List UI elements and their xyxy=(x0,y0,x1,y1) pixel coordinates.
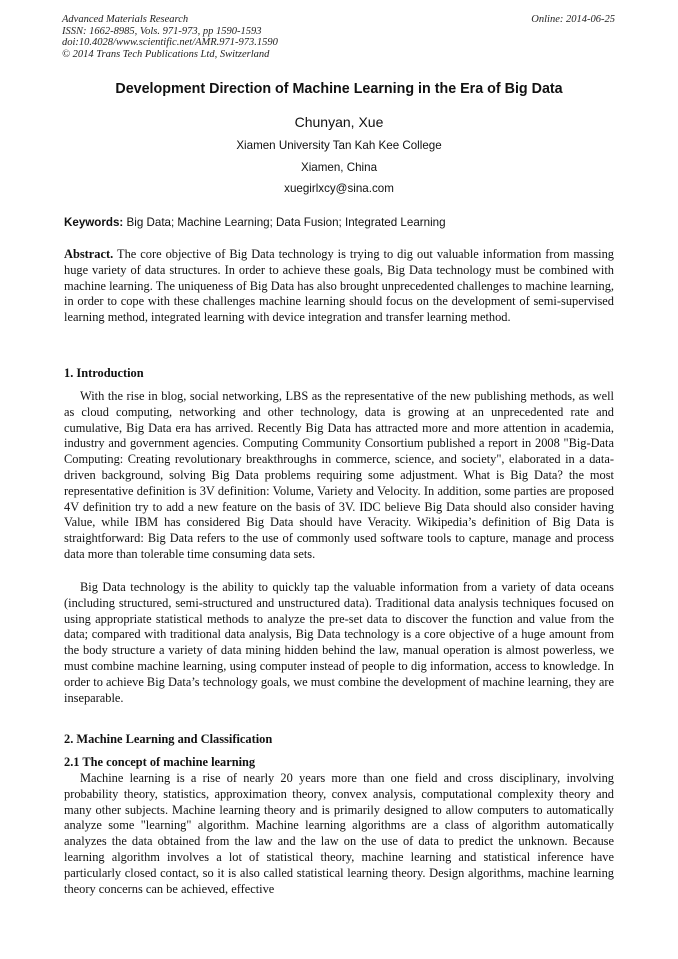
publication-meta xyxy=(62,14,278,60)
issn-line: ISSN: 1662-8985, Vols. 971-973, pp 1590-1593 xyxy=(62,25,262,37)
section-heading-introduction: 1. Introduction xyxy=(64,366,144,380)
author-email: xuegirlxcy@sina.com xyxy=(284,182,394,195)
author-name: Chunyan, Xue xyxy=(294,114,384,130)
doi-line: doi:10.4028/www.scientific.net/AMR.971-973.1590 xyxy=(62,37,278,49)
copyright-line: © 2014 Trans Tech Publications Ltd, Switzerland xyxy=(62,48,270,60)
section-heading-machine-learning: 2. Machine Learning and Classification xyxy=(64,732,273,746)
online-date: Online: 2014-06-25 xyxy=(531,14,615,25)
abstract xyxy=(64,247,614,326)
intro-paragraph-1: With the rise in blog, social networking, LBS as the representative of the new publishing methods, as well as cloud computing, networking and other technology, data is growing at an unprecedented rate and cumulative, Big Data era has arrived. Recently Big Data has attracted more and more attention in academia, industry and government agencies. Computing Community Consortium published a report in 2008 "Big-Data Computing: Creating revolutionary breakthroughs in commerce, science, and society", elaborated in a data-driven background, solving Big Data problems requiring some adjustment. What is Big Data? the most representative definition is 3V definition: Volume, Variety and Velocity. In addition, some parties are proposed 4V definition try to add a new feature on the basis of 3V. IDC believe Big Data should also consider having Value, while IBM has considered Big Data should have Veracity. Wikipedia’s definition of Big Data is straightforward: Big Data refers to the use of commonly used software tools to capture, manage and process data more than tolerable time consuming data sets. xyxy=(64,389,614,561)
abstract-label: Abstract. xyxy=(64,247,114,261)
keywords-text: Big Data; Machine Learning; Data Fusion; Integrated Learning xyxy=(126,216,446,229)
affiliation-location: Xiamen, China xyxy=(300,161,378,174)
keywords xyxy=(64,216,624,229)
journal-name: Advanced Materials Research xyxy=(62,14,189,25)
affiliation-institution: Xiamen University Tan Kah Kee College xyxy=(236,139,442,152)
keywords-label: Keywords: xyxy=(64,216,124,229)
concept-paragraph-1: Machine learning is a rise of nearly 20 years more than one field and cross disciplinary, involving probability theory, statistics, approximation theory, convex analysis, computational complexity theory and many other subjects. Machine learning theory and is primarily designed to allow computers to automatically analyze some "learning" algorithm. Machine learning algorithms are a class of algorithm automatically analyzes the data obtained from the law and the law on the use of data to predict the unknown. Because learning algorithm involves a lot of statistical theory, machine learning and statistical inference have particularly closed contact, so it is also called statistical learning theory. Design algorithms, machine learning theory concerns can be achieved, effective xyxy=(64,771,614,896)
subsection-heading-concept: 2.1 The concept of machine learning xyxy=(64,755,256,769)
intro-paragraph-2: Big Data technology is the ability to quickly tap the valuable information from a variety of data oceans (including structured, semi-structured and unstructured data). Traditional data analysis techniques focused on using appropriate statistical methods to analyze the pre-set data to discover the function and value from the data; compared with traditional data analysis, Big Data technology is a core objective of a huge amount from the body structure a variety of data mining hidden behind the law, manual operation is almost powerless, we must combine machine learning, using computer instead of people to dig information, access to knowledge. In order to achieve Big Data’s technology goals, we must combine the development of machine learning, they are inseparable. xyxy=(64,580,614,705)
paper-title: Development Direction of Machine Learning in the Era of Big Data xyxy=(115,81,563,97)
abstract-text: The core objective of Big Data technology is trying to dig out valuable information from massing huge variety of data structures. In order to achieve these goals, Big Data technology must be combined with machine learning. The uniqueness of Big Data has also brought unprecedented challenges to machine learning, in order to cope with these challenges machine learning should focus on the development of semi-supervised learning method, integrated learning with device integration and transfer learning method. xyxy=(64,247,614,325)
